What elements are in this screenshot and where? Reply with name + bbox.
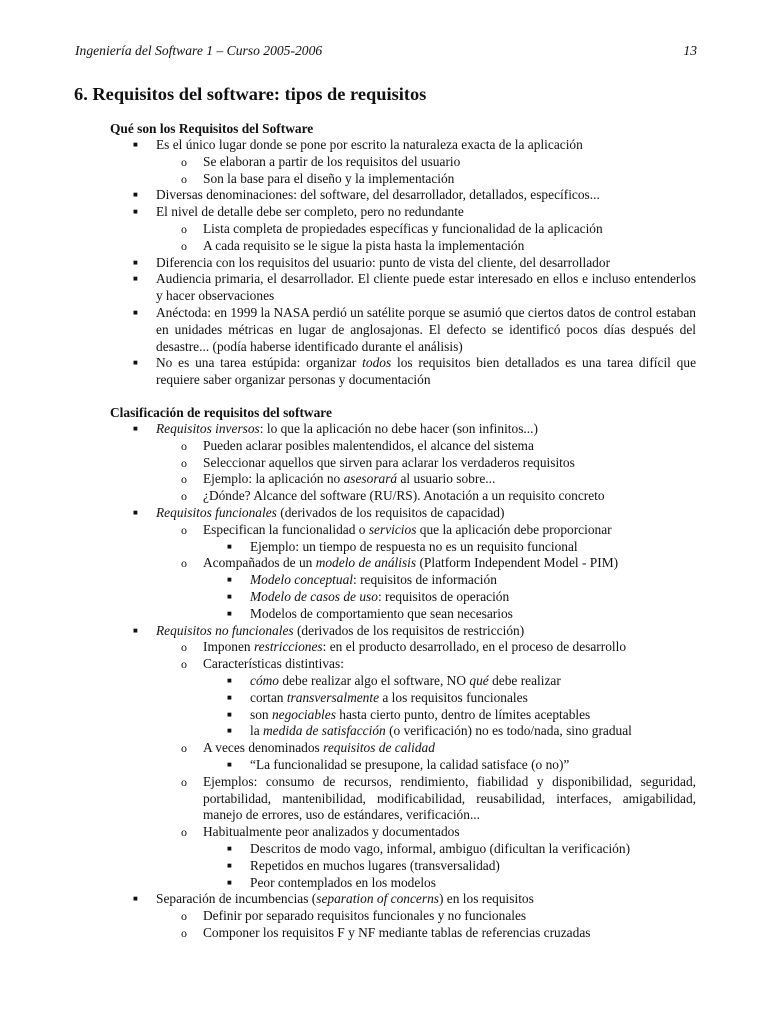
- item-text: : requisitos de operación: [377, 588, 510, 604]
- list-item: [0, 690, 768, 707]
- emphasis-text: Requisitos funcionales: [156, 504, 277, 520]
- item-text: Anéctoda: en 1999 la NASA perdió un satélite porque se asumió que ciertos datos de control estaban en unidades métricas en lugar de anglosajonas. El defecto se identificó pocos días después del desastre... (podía haberse identificado durante el análisis): [156, 304, 696, 354]
- item-text: ¿Dónde? Alcance del software (RU/RS). Anotación a un requisito concreto: [203, 488, 605, 504]
- item-text: Ejemplo: la aplicación no: [203, 471, 344, 487]
- item-text: Seleccionar aquellos que sirven para aclarar los verdaderos requisitos: [203, 454, 575, 470]
- bullet-marker: ■: [227, 759, 232, 769]
- bullet-marker: ■: [133, 257, 138, 267]
- item-text: A cada requisito se le sigue la pista hasta la implementación: [203, 237, 525, 253]
- item-text: que la aplicación debe proporcionar: [416, 521, 612, 537]
- bullet-marker: ■: [227, 860, 232, 870]
- emphasis-text: qué: [469, 672, 489, 688]
- list-item: [0, 221, 768, 238]
- circle-marker: o: [181, 522, 187, 537]
- item-text: “La funcionalidad se presupone, la calidad satisface (o no)”: [250, 756, 570, 772]
- bullet-marker: ■: [227, 692, 232, 702]
- list-item: [0, 137, 768, 154]
- list-item: [0, 255, 768, 272]
- list-item: [0, 858, 768, 875]
- list-item: [0, 455, 768, 472]
- circle-marker: o: [181, 741, 187, 756]
- bullet-marker: ■: [227, 843, 232, 853]
- item-text: Pueden aclarar posibles malentendidos, el alcance del sistema: [203, 437, 534, 453]
- list-item: [0, 271, 768, 305]
- circle-marker: o: [181, 657, 187, 672]
- emphasis-text: Modelo de casos de uso: [250, 588, 378, 604]
- list-item: [0, 355, 768, 389]
- circle-marker: o: [181, 171, 187, 186]
- list-item: [0, 522, 768, 539]
- item-text: debe realizar algo el software, NO: [279, 672, 470, 688]
- circle-marker: o: [181, 825, 187, 840]
- bullet-marker: ■: [133, 207, 138, 217]
- bullet-marker: ■: [133, 894, 138, 904]
- item-text: El nivel de detalle debe ser completo, pero no redundante: [156, 204, 464, 220]
- bullet-marker: ■: [227, 541, 232, 551]
- circle-marker: o: [181, 556, 187, 571]
- emphasis-text: separation of concerns: [316, 891, 439, 907]
- list-item: [0, 606, 768, 623]
- list-item: [0, 488, 768, 505]
- emphasis-text: Modelo conceptual: [250, 572, 353, 588]
- list-item: [0, 673, 768, 690]
- list-item: [0, 204, 768, 221]
- page-header: [75, 43, 697, 59]
- item-text: Modelos de comportamiento que sean necesarios: [250, 605, 513, 621]
- list-item: [0, 305, 768, 355]
- item-text: Características distintivas:: [203, 656, 344, 672]
- item-text: Audiencia primaria, el desarrollador. El cliente puede estar interesado en ellos e incluso entenderlos y hacer observaciones: [156, 271, 696, 304]
- list-item: [0, 656, 768, 673]
- course-header: Ingeniería del Software 1 – Curso 2005-2006: [75, 43, 323, 58]
- item-text: Especifican la funcionalidad o: [203, 521, 369, 537]
- circle-marker: o: [181, 925, 187, 940]
- circle-marker: o: [181, 774, 187, 789]
- list-item: [0, 187, 768, 204]
- circle-marker: o: [181, 909, 187, 924]
- circle-marker: o: [181, 438, 187, 453]
- emphasis-text: medida de satisfacción: [263, 723, 386, 739]
- list-item: [0, 875, 768, 892]
- item-text: Repetidos en muchos lugares (transversalidad): [250, 857, 500, 873]
- emphasis-text: asesorará: [343, 471, 398, 487]
- bullet-marker: ■: [227, 709, 232, 719]
- item-text: (derivados de los requisitos de restricción): [293, 622, 525, 638]
- item-text: A veces denominados: [203, 740, 324, 756]
- item-text: (o verificación) no es todo/nada, sino gradual: [385, 723, 632, 739]
- list-item: [0, 421, 768, 438]
- bullet-marker: ■: [227, 675, 232, 685]
- circle-marker: o: [181, 472, 187, 487]
- item-text: (Platform Independent Model - PIM): [416, 555, 619, 571]
- emphasis-text: Requisitos no funcionales: [156, 622, 294, 638]
- list-item: [0, 740, 768, 757]
- emphasis-text: restricciones: [253, 639, 323, 655]
- list-item: [0, 505, 768, 522]
- list-item: [0, 539, 768, 556]
- list-item: [0, 238, 768, 255]
- item-text: Es el único lugar donde se pone por escrito la naturaleza exacta de la aplicación: [156, 137, 583, 152]
- circle-marker: o: [181, 489, 187, 504]
- bullet-marker: ■: [133, 190, 138, 200]
- circle-marker: o: [181, 221, 187, 236]
- bullet-marker: ■: [133, 625, 138, 635]
- item-text: los requisitos bien detallados es una tarea difícil que requiere saber organizar personas y documentación: [156, 355, 697, 388]
- bullet-marker: ■: [227, 726, 232, 736]
- item-text: a los requisitos funcionales: [379, 689, 528, 705]
- item-text: Separación de incumbencias (: [156, 891, 317, 907]
- item-text: : lo que la aplicación no debe hacer (son infinitos...): [259, 421, 538, 436]
- item-text: Componer los requisitos F y NF mediante tablas de referencias cruzadas: [203, 924, 591, 940]
- circle-marker: o: [181, 640, 187, 655]
- item-text: hasta cierto punto, dentro de límites aceptables: [335, 706, 591, 722]
- emphasis-text: servicios: [368, 521, 417, 537]
- item-text: Diferencia con los requisitos del usuario: punto de vista del cliente, del desarrollador: [156, 254, 611, 270]
- bullet-marker: ■: [133, 274, 138, 284]
- item-text: : en el producto desarrollado, en el proceso de desarrollo: [322, 639, 627, 655]
- list-item: [0, 723, 768, 740]
- list-item: [0, 555, 768, 572]
- circle-marker: o: [181, 154, 187, 169]
- list-item: [0, 589, 768, 606]
- item-text: (derivados de los requisitos de capacidad): [276, 504, 505, 520]
- list-item: [0, 841, 768, 858]
- page-title: 6. Requisitos del software: tipos de requisitos: [74, 84, 427, 104]
- bullet-marker: ■: [227, 877, 232, 887]
- bullet-marker: ■: [133, 307, 138, 317]
- list-item: [0, 471, 768, 488]
- item-text: Imponen: [203, 639, 254, 655]
- list-item: [0, 154, 768, 171]
- list-item: [0, 623, 768, 640]
- emphasis-text: negociables: [271, 706, 336, 722]
- item-text: cortan: [250, 689, 287, 705]
- bullet-marker: ■: [133, 424, 138, 433]
- item-text: Habitualmente peor analizados y documentados: [203, 824, 460, 840]
- bullet-marker: ■: [227, 591, 232, 601]
- item-text: Diversas denominaciones: del software, del desarrollador, detallados, específicos...: [156, 187, 600, 203]
- item-text: Ejemplo: un tiempo de respuesta no es un requisito funcional: [250, 538, 578, 554]
- emphasis-text: requisitos de calidad: [323, 740, 435, 756]
- item-text: al usuario sobre...: [397, 471, 496, 487]
- item-text: Lista completa de propiedades específicas y funcionalidad de la aplicación: [203, 220, 603, 236]
- bullet-marker: ■: [227, 608, 232, 618]
- list-item: [0, 171, 768, 188]
- item-text: Son la base para el diseño y la implementación: [203, 170, 455, 186]
- list-item: [0, 774, 768, 824]
- item-text: Definir por separado requisitos funcionales y no funcionales: [203, 908, 527, 924]
- page-number: 13: [683, 43, 697, 58]
- section-list-classification: [0, 421, 768, 942]
- item-text: Se elaboran a partir de los requisitos del usuario: [203, 153, 461, 169]
- list-item: [0, 908, 768, 925]
- list-item: [0, 891, 768, 908]
- list-item: [0, 925, 768, 942]
- list-item: [0, 572, 768, 589]
- list-item: [0, 757, 768, 774]
- circle-marker: o: [181, 238, 187, 253]
- section-list-what-are: [0, 137, 768, 389]
- item-text: Peor contemplados en los modelos: [250, 874, 436, 890]
- bullet-marker: ■: [133, 358, 138, 368]
- item-text: debe realizar: [488, 672, 561, 688]
- emphasis-text: modelo de análisis: [315, 555, 417, 571]
- item-text: : requisitos de información: [353, 572, 497, 588]
- emphasis-text: transversalmente: [286, 689, 380, 705]
- section-heading-classification: Clasificación de requisitos del software: [110, 405, 332, 420]
- emphasis-text: cómo: [250, 672, 280, 688]
- emphasis-text: Requisitos inversos: [156, 421, 260, 436]
- bullet-marker: ■: [133, 140, 138, 149]
- list-item: [0, 707, 768, 724]
- item-text: la: [250, 723, 264, 739]
- section-heading-what-are: Qué son los Requisitos del Software: [110, 121, 314, 136]
- bullet-marker: ■: [227, 575, 232, 585]
- circle-marker: o: [181, 455, 187, 470]
- item-text: Descritos de modo vago, informal, ambiguo (dificultan la verificación): [250, 840, 631, 856]
- item-text: son: [250, 706, 272, 722]
- item-text: No es una tarea estúpida: organizar: [156, 355, 363, 371]
- item-text: Ejemplos: consumo de recursos, rendimiento, fiabilidad y disponibilidad, seguridad, portabilidad, mantenibilidad, modificabilidad, reusabilidad, interfaces, amigabilidad, manejo de errores, uso de estándares, verificación...: [203, 773, 696, 823]
- item-text: Acompañados de un: [203, 555, 316, 571]
- emphasis-text: todos: [362, 355, 392, 371]
- list-item: [0, 438, 768, 455]
- bullet-marker: ■: [133, 507, 138, 517]
- list-item: [0, 639, 768, 656]
- list-item: [0, 824, 768, 841]
- item-text: ) en los requisitos: [438, 891, 534, 907]
